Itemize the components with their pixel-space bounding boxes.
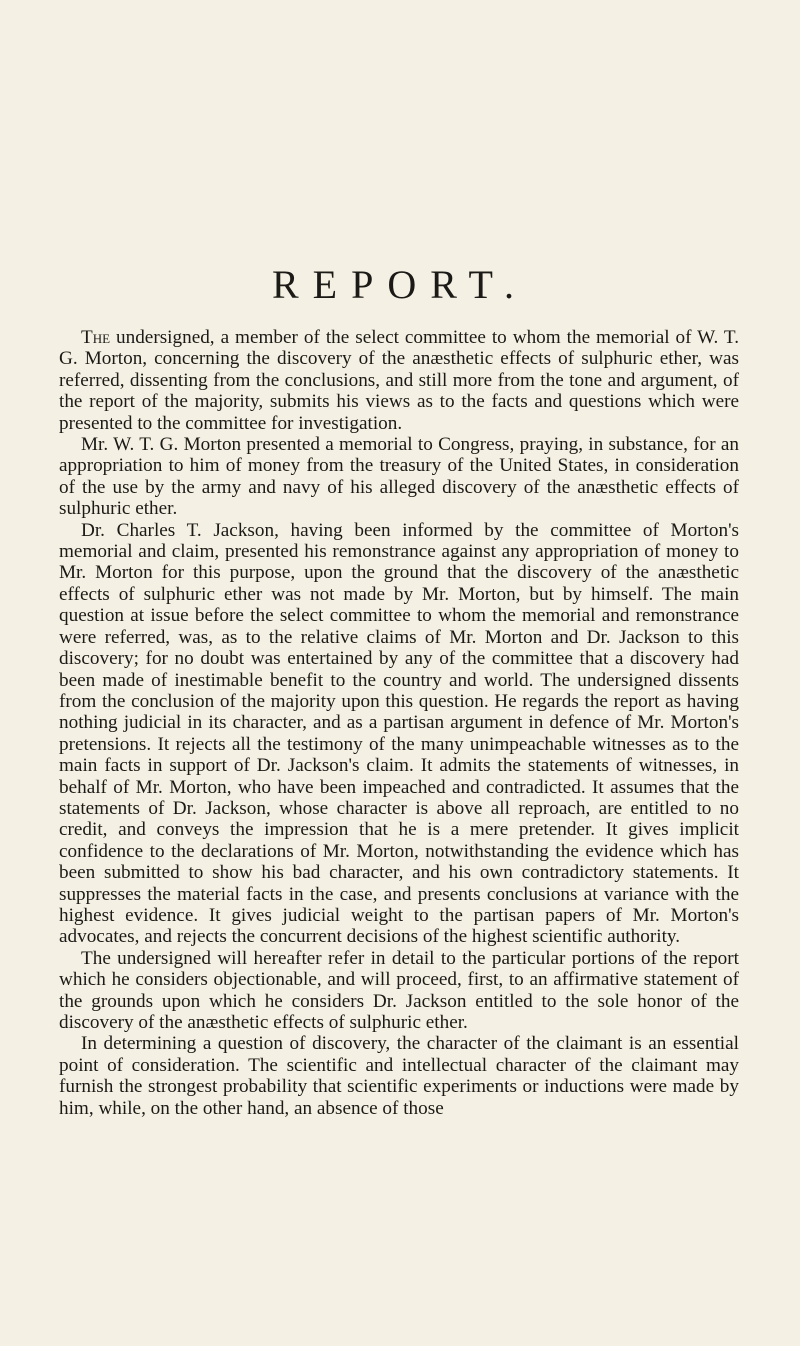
- report-body: [59, 327, 739, 1119]
- paragraph-1: [59, 327, 739, 434]
- paragraph-3: Dr. Charles T. Jackson, having been informed by the committee of Morton's memorial and claim, presented his remonstrance against any appropriation of money to Mr. Morton for this purpose, upon the ground that the discovery of the anæsthetic effects of sulphuric ether was not made by Mr. Morton, but by himself. The main question at issue before the select committee to whom the memorial and remonstrance were referred, was, as to the relative claims of Mr. Morton and Dr. Jackson to this discovery; for no doubt was entertained by any of the committee that a discovery had been made of inestimable benefit to the country and world. The undersigned dissents from the conclusion of the majority upon this question. He regards the report as having nothing judicial in its character, and as a partisan argument in defence of Mr. Morton's pretensions. It rejects all the testimony of the many unimpeachable witnesses as to the main facts in support of Dr. Jackson's claim. It admits the statements of witnesses, in behalf of Mr. Morton, who have been impeached and contradicted. It assumes that the statements of Dr. Jackson, whose character is above all reproach, are entitled to no credit, and conveys the impression that he is a mere pretender. It gives implicit confidence to the declarations of Mr. Morton, notwithstanding the evidence which has been submitted to show his bad character, and his own contradictory statements. It suppresses the material facts in the case, and presents conclusions at variance with the highest evidence. It gives judicial weight to the partisan papers of Mr. Morton's advocates, and rejects the concurrent decisions of the highest scientific authority.: [59, 519, 739, 948]
- paragraph-5: In determining a question of discovery, the character of the claimant is an essential point of consideration. The scientific and intellectual character of the claimant may furnish the strongest probability that scientific experiments or inductions were made by him, while, on the other hand, an absence of those: [59, 1033, 739, 1119]
- report-title: REPORT.: [272, 262, 528, 307]
- paragraph-lead-word: The: [81, 327, 111, 348]
- paragraph-4: The undersigned will hereafter refer in detail to the particular portions of the report which he considers objectionable, and will proceed, first, to an affirmative statement of the grounds upon which he considers Dr. Jackson entitled to the sole honor of the discovery of the anæsthetic effects of sulphuric ether.: [59, 947, 739, 1033]
- paragraph-2: Mr. W. T. G. Morton presented a memorial to Congress, praying, in substance, for an appropriation to him of money from the treasury of the United States, in consideration of the use by the army and navy of his alleged discovery of the anæsthetic effects of sulphuric ether.: [59, 434, 739, 520]
- paragraph-1-text: undersigned, a member of the select committee to whom the memorial of W. T. G. Morton, concerning the discovery of the anæsthetic effects of sulphuric ether, was referred, dissenting from the conclusions, and still more from the tone and argument, of the report of the majority, submits his views as to the facts and questions which were presented to the committee for investigation.: [59, 327, 739, 434]
